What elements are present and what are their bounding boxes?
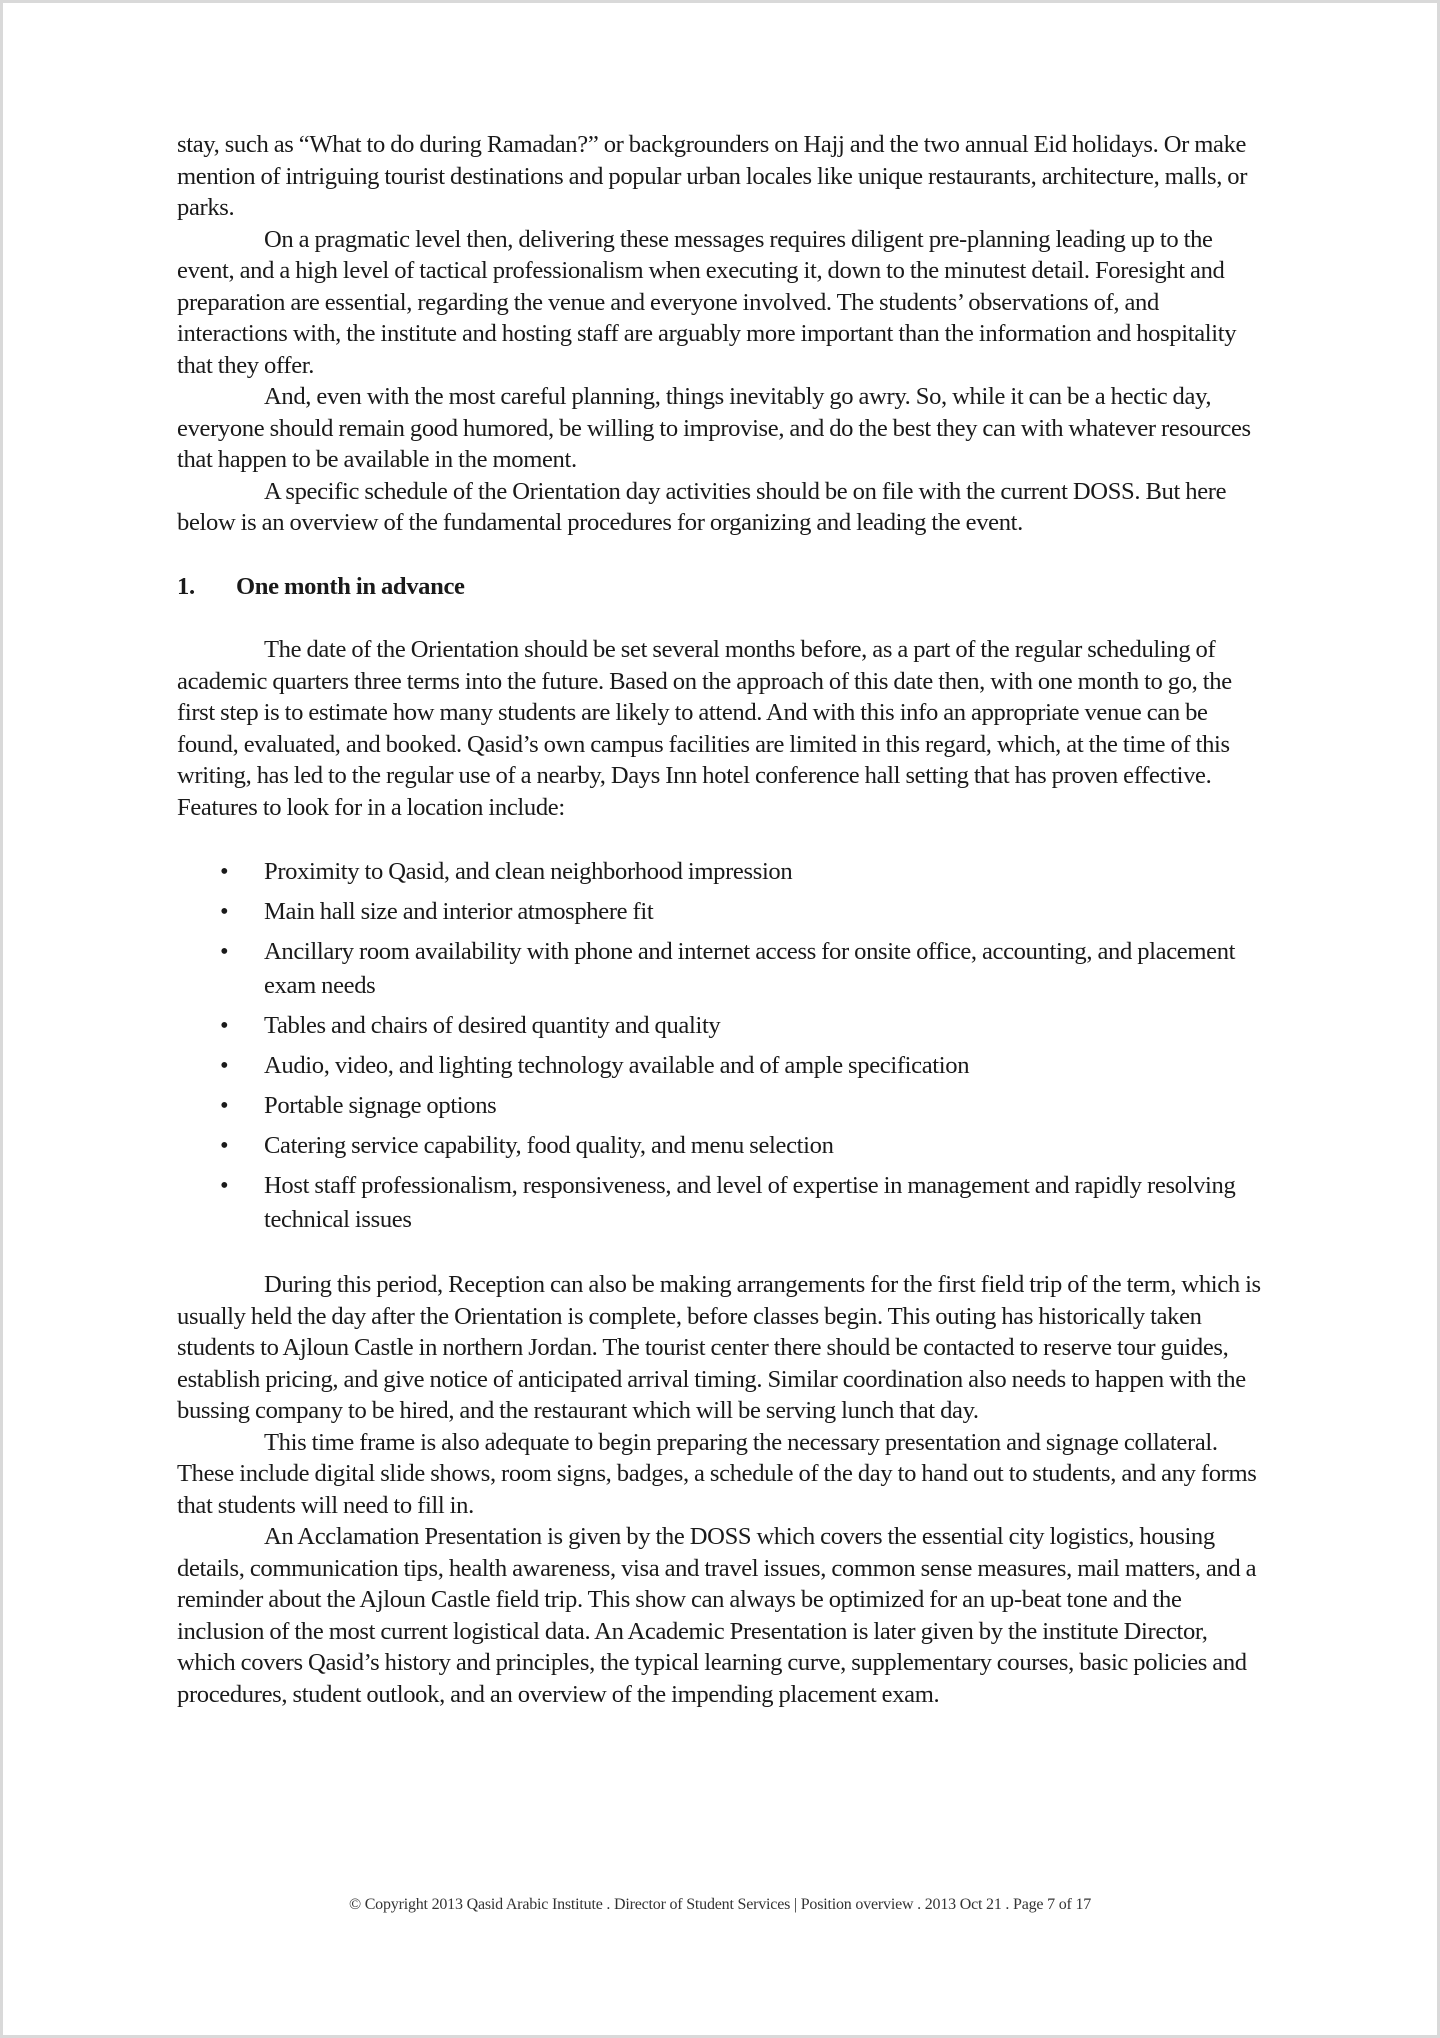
bullet-icon: • xyxy=(220,938,229,965)
body-paragraph: stay, such as “What to do during Ramadan?” or backgrounders on Hajj and the two annual Eid holidays. Or make mention of intriguing tourist destinations and popular urban locales like unique restaurants, architecture, malls, or parks. xyxy=(177,131,1248,221)
list-item xyxy=(177,895,1267,929)
bullet-icon: • xyxy=(220,1012,229,1039)
list-item xyxy=(177,855,1267,889)
list-item-text: Ancillary room availability with phone and internet access for onsite office, accounting, and placement exam needs xyxy=(264,938,1236,999)
body-paragraph: During this period, Reception can also be making arrangements for the first field trip of the term, which is usually held the day after the Orientation is complete, before classes begin. This outing has historically taken students to Ajloun Castle in northern Jordan. The tourist center there should be contacted to reserve tour guides, establish pricing, and give notice of anticipated arrival timing. Similar coordination also needs to happen with the bussing company to be hired, and the restaurant which will be serving lunch that day. xyxy=(177,1271,1261,1424)
body-paragraph: On a pragmatic level then, delivering these messages requires diligent pre-planning leading up to the event, and a high level of tactical professionalism when executing it, down to the minutest detail. Foresight and preparation are essential, regarding the venue and everyone involved. The students’ observations of, and interactions with, the institute and hosting staff are arguably more important than the information and hospitality that they offer. xyxy=(177,225,1237,379)
bullet-icon: • xyxy=(220,1092,229,1119)
page-content xyxy=(177,129,1267,1710)
section-heading xyxy=(177,571,1267,603)
list-item xyxy=(177,935,1267,1003)
section-number: 1. xyxy=(177,572,195,600)
body-paragraph: A specific schedule of the Orientation day activities should be on file with the current DOSS. But here below is an overview of the fundamental procedures for organizing and leading the event. xyxy=(177,477,1227,536)
bullet-icon: • xyxy=(220,1132,229,1159)
list-item-text: Audio, video, and lighting technology available and of ample specification xyxy=(264,1052,970,1079)
list-item-text: Tables and chairs of desired quantity and quality xyxy=(264,1012,721,1039)
list-item-text: Proximity to Qasid, and clean neighborhood impression xyxy=(264,858,793,885)
body-paragraph: The date of the Orientation should be set several months before, as a part of the regular scheduling of academic quarters three terms into the future. Based on the approach of this date then, with one month to go, the first step is to estimate how many students are likely to attend. And with this info an appropriate venue can be found, evaluated, and booked. Qasid’s own campus facilities are limited in this regard, which, at the time of this writing, has led to the regular use of a nearby, Days Inn hotel conference hall setting that has proven effective. Features to look for in a location include: xyxy=(177,636,1232,821)
feature-list xyxy=(177,855,1267,1237)
body-paragraph: And, even with the most careful planning, things inevitably go awry. So, while it can be a hectic day, everyone should remain good humored, be willing to improvise, and do the best they can with whatever resources that happen to be available in the moment. xyxy=(177,383,1251,473)
list-item-text: Main hall size and interior atmosphere fit xyxy=(264,898,654,925)
list-item xyxy=(177,1009,1267,1043)
list-item xyxy=(177,1169,1267,1237)
bullet-icon: • xyxy=(220,898,229,925)
list-item-text: Host staff professionalism, responsiveness, and level of expertise in management and rapidly resolving technical issues xyxy=(264,1172,1236,1233)
list-item-text: Portable signage options xyxy=(264,1092,497,1119)
list-item xyxy=(177,1049,1267,1083)
bullet-icon: • xyxy=(220,1052,229,1079)
list-item-text: Catering service capability, food quality, and menu selection xyxy=(264,1132,834,1159)
body-paragraph: An Acclamation Presentation is given by the DOSS which covers the essential city logistics, housing details, communication tips, health awareness, visa and travel issues, common sense measures, mail matters, and a reminder about the Ajloun Castle field trip. This show can always be optimized for an up-beat tone and the inclusion of the most current logistical data. An Academic Presentation is later given by the institute Director, which covers Qasid’s history and principles, the typical learning curve, supplementary courses, basic policies and procedures, student outlook, and an overview of the impending placement exam. xyxy=(177,1523,1257,1708)
page-footer: © Copyright 2013 Qasid Arabic Institute . Director of Student Services | Position overview . 2013 Oct 21 . Page 7 of 17 xyxy=(348,1896,1092,1913)
section-title: One month in advance xyxy=(236,572,465,600)
bullet-icon: • xyxy=(220,858,229,885)
list-item xyxy=(177,1129,1267,1163)
body-paragraph: This time frame is also adequate to begin preparing the necessary presentation and signage collateral. These include digital slide shows, room signs, badges, a schedule of the day to hand out to students, and any forms that students will need to fill in. xyxy=(177,1428,1257,1519)
list-item xyxy=(177,1089,1267,1123)
bullet-icon: • xyxy=(220,1172,229,1199)
